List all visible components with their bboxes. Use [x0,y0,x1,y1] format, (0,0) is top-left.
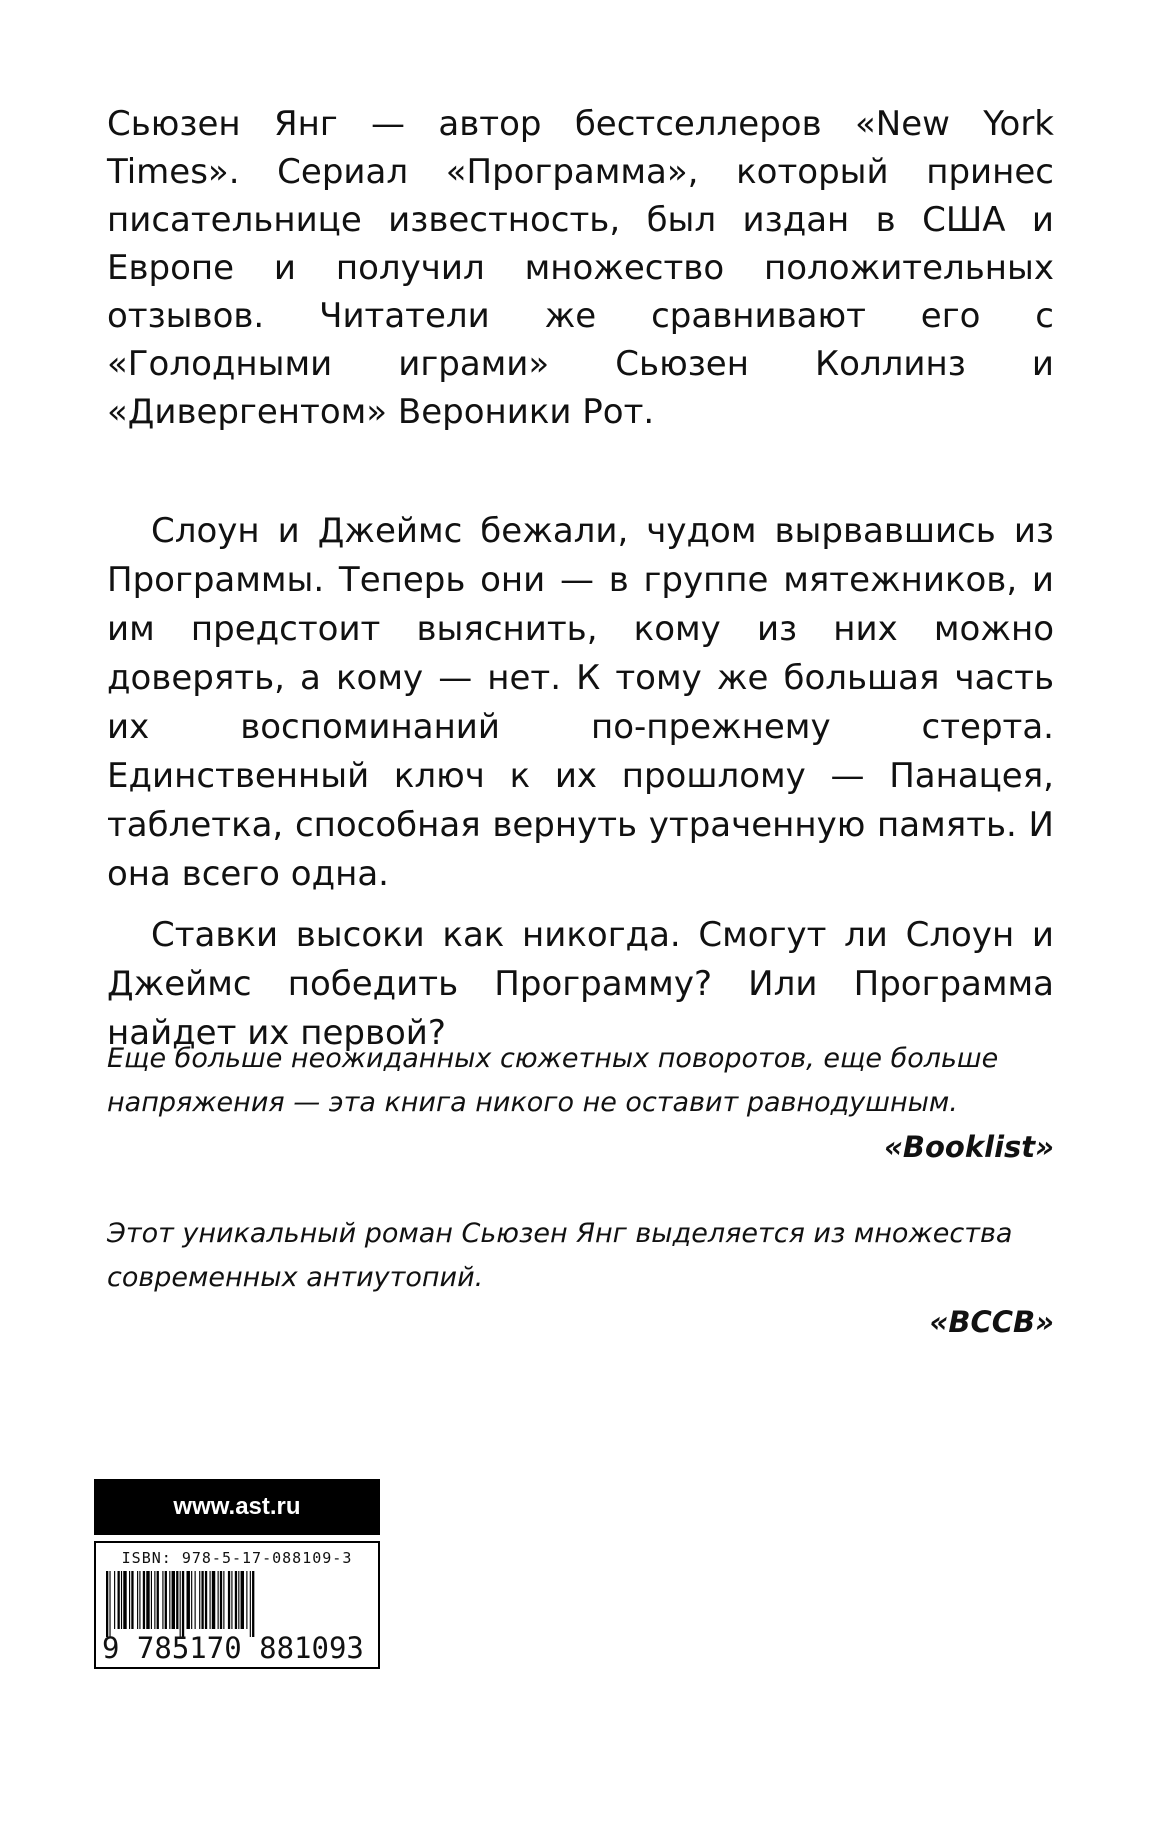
publisher-website[interactable]: www.ast.ru [94,1479,380,1535]
review-booklist [107,1037,1054,1169]
review-source: «BCCB» [929,1305,1054,1339]
review-bccb [107,1212,1054,1344]
barcode-image [104,1571,370,1637]
annotation-paragraph: Слоун и Джеймс бежали, чудом вырвавшись из Программы. Теперь они — в группе мятежников, и им предстоит выяснить, кому из них можно доверять, а кому — нет. К тому же большая часть их воспоминаний по-прежнему стерта. Единственный ключ к их прошлому — Панацея, таблетка, способная вернуть утраченную память. И она всего одна. [107,511,1054,894]
author-bio: Сьюзен Янг — автор бестселлеров «New York Times». Сериал «Программа», который принес писательнице известность, был издан в США и Европе и получил множество положительных отзывов. Читатели же сравнивают его с «Голодными играми» Сьюзен Коллинз и «Дивергентом» Вероники Рот. [107,104,1054,432]
annotation-paragraph: Ставки высоки как никогда. Смогут ли Слоун и Джеймс победить Программу? Или Программа найдет их первой? [107,915,1054,1053]
isbn-label: ISBN: 978-5-17-088109-3 [121,1549,353,1567]
isbn-barcode-block [94,1541,380,1669]
book-annotation [107,507,1054,1058]
barcode-digits: 9 785170 881093 [102,1631,364,1665]
review-source: «Booklist» [884,1130,1054,1164]
review-quote: Этот уникальный роман Сьюзен Янг выделяется из множества современных антиутопий. [107,1218,1013,1293]
review-quote: Еще больше неожиданных сюжетных поворотов, еще больше напряжения — эта книга никого не оставит равнодушным. [107,1043,999,1118]
